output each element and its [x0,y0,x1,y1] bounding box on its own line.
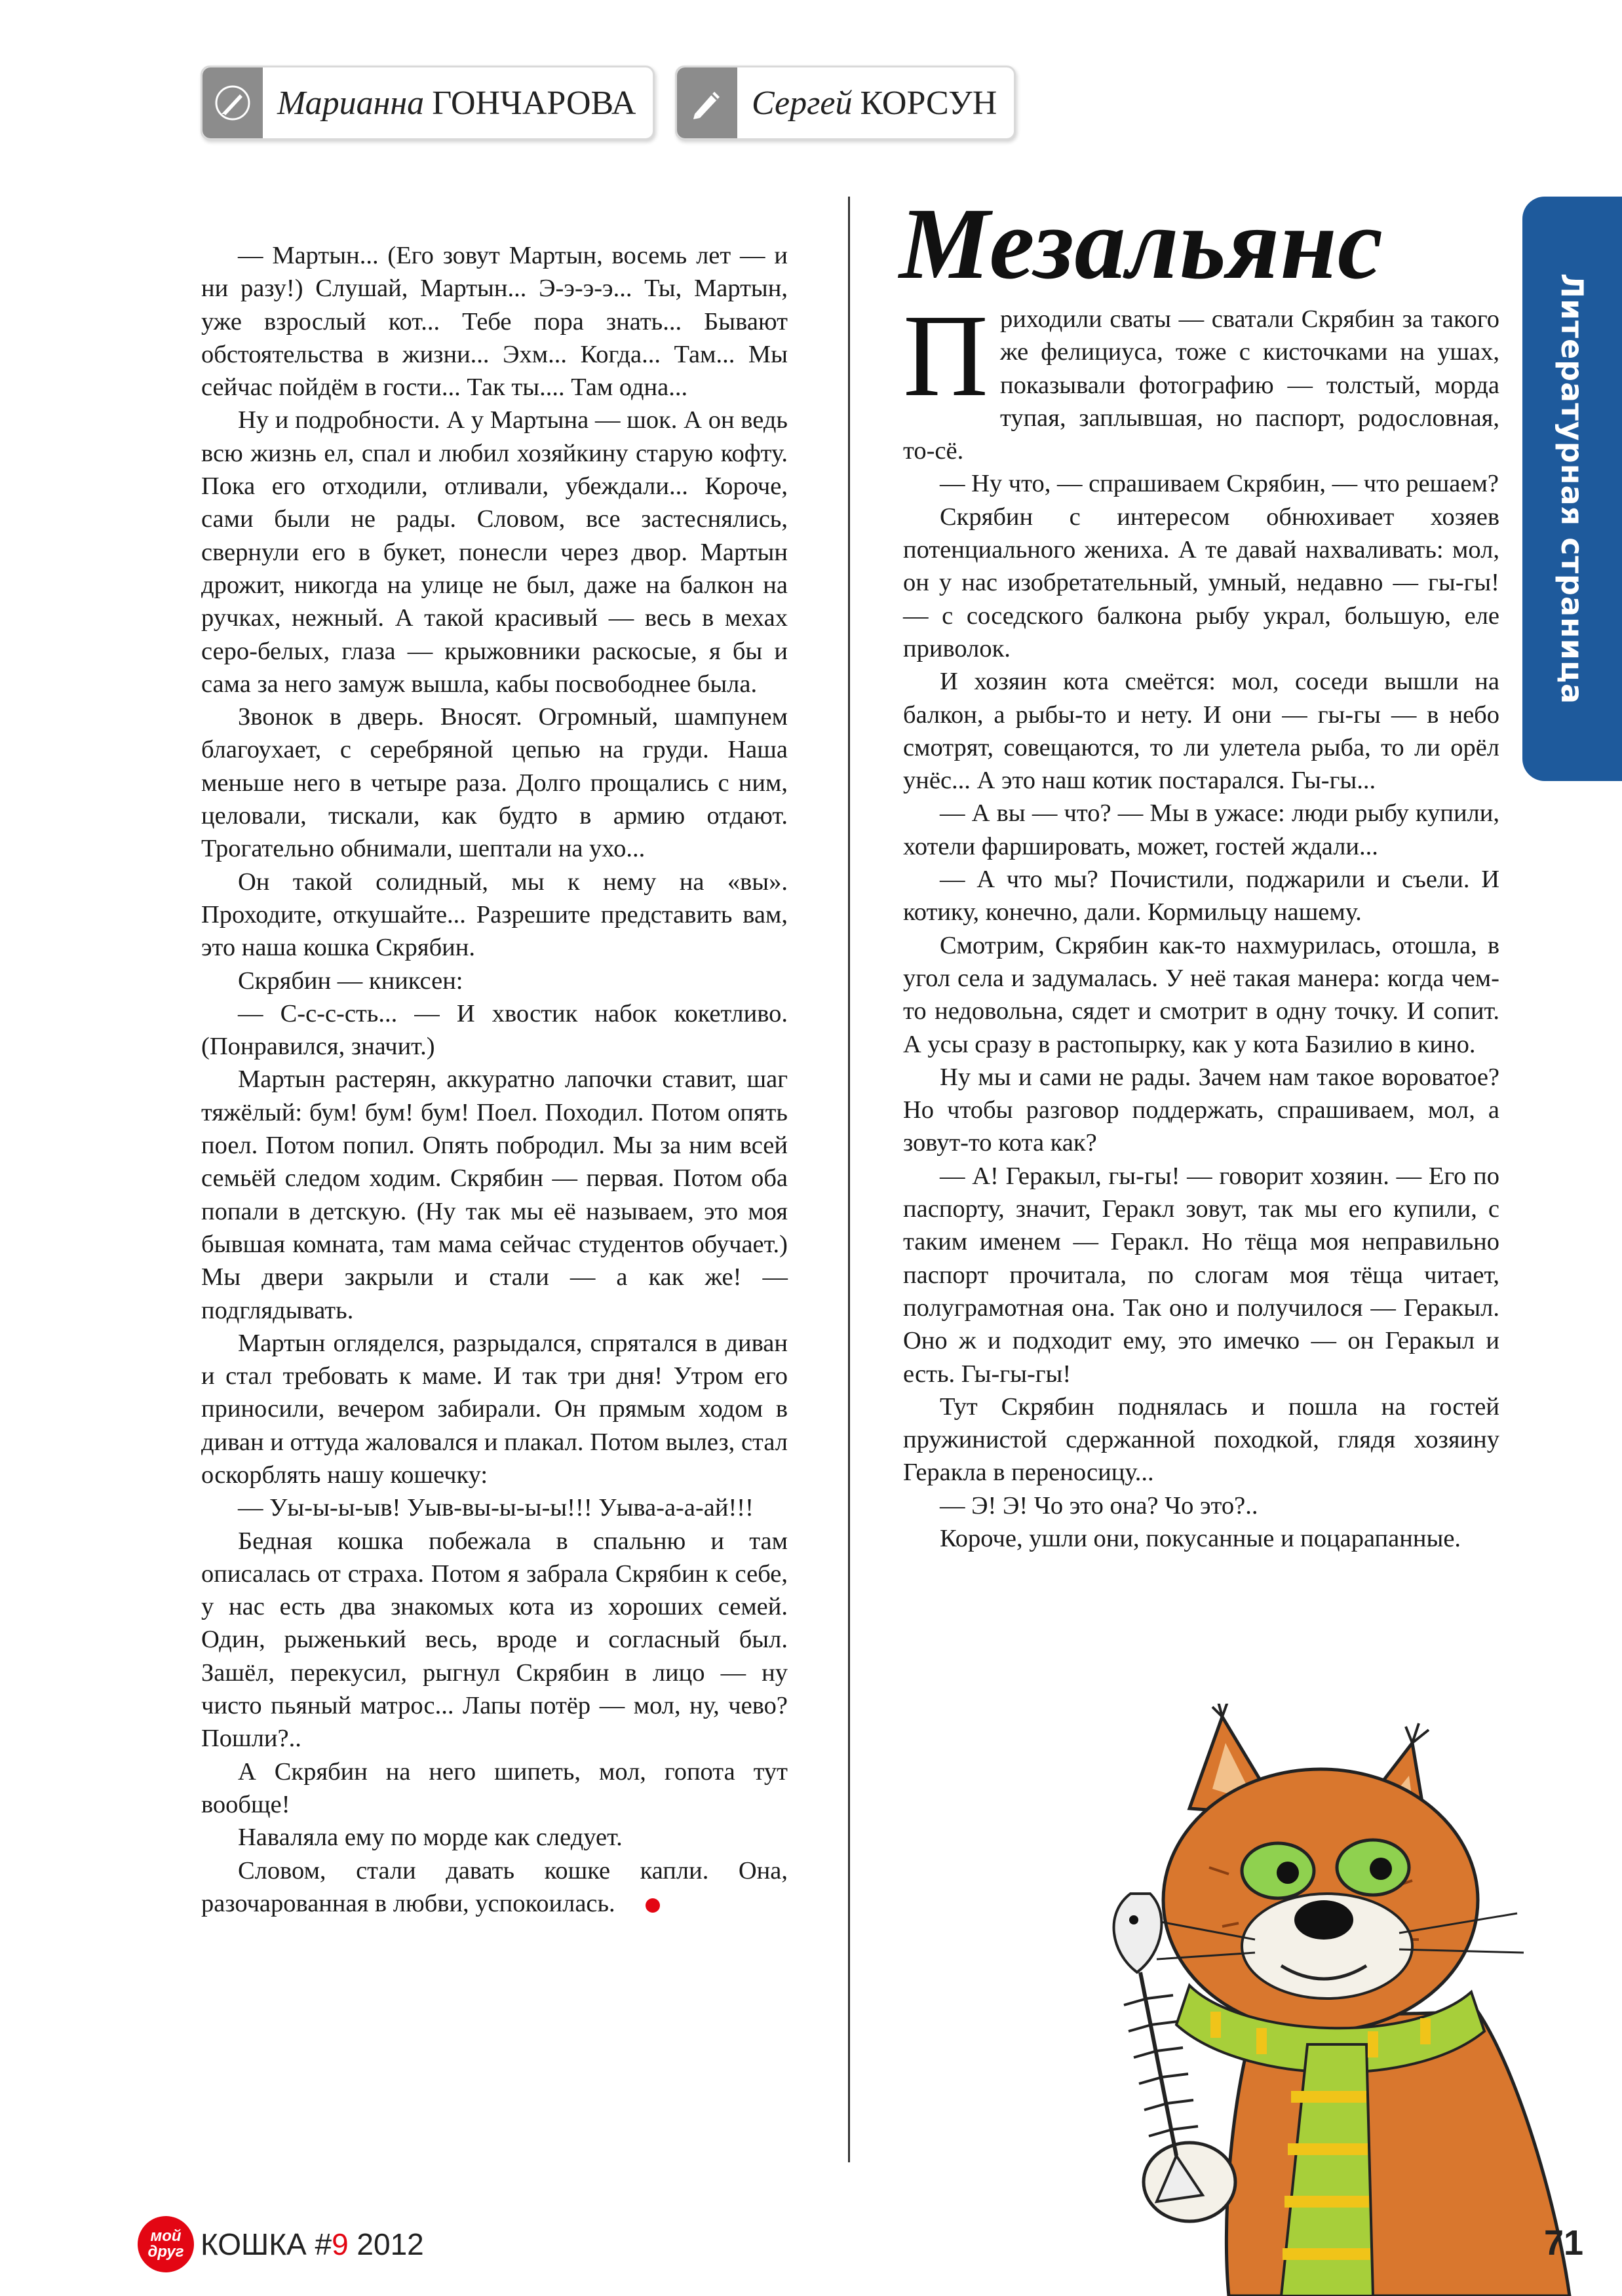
paragraph: Ну и подробности. А у Мартына — шок. А он ведь всю жизнь ел, спал и любил хозяйкину старую кофту. Пока его отходили, отливали, убеждали... Короче, сами были не рады. Словом, все застеснялись, свернули его в букет, понесли через двор. Мартын дрожит, никогда на улице не был, даже на балкон на ручках, нежный. А такой красивый — весь в мехах серо-белых, глаза — крыжовники раскосые, я бы и сама за него замуж вышла, кабы посвободнее была. [201,406,788,698]
section-tab [1522,197,1622,781]
last-paragraph [201,1854,788,1921]
paragraph: — А вы — что? — Мы в ужасе: люди рыбу купили, хотели фаршировать, может, гостей ждали... [903,799,1499,860]
paragraph: Мартын огляделся, разрыдался, спрятался в диван и стал требовать к маме. И так три дня! Утром его приносили, вечером забирали. Он прямым ходом в диван и оттуда жаловался и плакал. Потом вылез, стал оскорблять нашу кошечку: [201,1329,788,1489]
story-right-column [903,290,1499,1555]
paragraph-text: риходили сваты — сватали Скрябин за такого же фелициуса, тоже с кисточками на ушах, показывали фотографию — толстый, морда тупая, заплывшая, но паспорт, родословная, то-сё. [903,305,1499,465]
magazine-footer [138,2216,424,2272]
paragraph: — Уы-ы-ы-ыв! Уыв-вы-ы-ы-ы!!! Уыва-а-а-ай!!! [238,1494,754,1522]
cat-with-fish-illustration [914,1704,1622,2296]
paragraph: Ну мы и сами не рады. Зачем нам такое вороватое? Но чтобы разговор поддержать, спрашиваем, мол, а зовут-то кота как? [903,1063,1499,1157]
issue-number: 9 [332,2227,349,2261]
pencil-icon [677,67,737,138]
logo-bottom-text: друг [147,2243,184,2261]
paragraph: Тут Скрябин поднялась и пошла на гостей пружинистой сдержанной походкой, глядя хозяину Геракла в переносицу... [903,1392,1499,1487]
article-title: Мезальянс [899,187,1384,300]
end-of-story-dot-icon [646,1898,660,1913]
pen-icon [203,67,263,138]
paragraph: — Ну что, — спрашиваем Скрябин, — что решаем? [940,470,1499,498]
illustrator-badge [675,66,1016,140]
author-badge [201,66,655,140]
paragraph: — С-с-с-сть... — И хвостик набок кокетливо. (Понравился, значит.) [201,999,788,1061]
opening-paragraph [903,290,1499,467]
story-left-column [201,239,788,1920]
paragraph: — А что мы? Почистили, поджарили и съели. И котику, конечно, дали. Кормильцу нашему. [903,866,1499,927]
issue-year: 2012 [348,2227,424,2261]
paragraph: И хозяин кота смеётся: мол, соседи вышли на балкон, а рыбы-то и нету. И они — гы-гы — в небо смотрят, совещаются, то ли улетела рыба, то ли орёл унёс... А это наш котик постарался. Гы-гы... [903,668,1499,795]
section-tab-label: Литературная страница [1554,273,1590,705]
paragraph: Скрябин — книксен: [238,966,463,995]
author-first-name: Марианна [277,84,425,122]
magazine-name: КОШКА # [201,2227,332,2261]
illustrator-first-name: Сергей [752,84,853,122]
logo-top-text: мой [150,2227,182,2245]
paragraph: А Скрябин на него шипеть, мол, гопота тут вообще! [201,1757,788,1818]
author-name [263,67,653,138]
paragraph: Смотрим, Скрябин как-то нахмурилась, отошла, в угол села и задумалась. У неё такая манера: когда чем-то недовольна, сядет и смотрит в одну точку. И сопит. А усы сразу в растопырку, как у кота Базилио в кино. [903,931,1499,1058]
column-divider [848,197,850,2162]
paragraph-text: Словом, стали давать кошке капли. Она, разочарованная в любви, успокоилась. [201,1856,788,1917]
paragraph: Мартын растерян, аккуратно лапочки ставит, шаг тяжёлый: бум! бум! бум! Поел. Походил. Потом опять поел. Потом попил. Опять побродил. Мы за ним всей семьёй следом ходим. Скрябин — первая. Потом оба попали в детскую. (Ну так мы её называем, это моя бывшая комната, там мама сейчас студентов обучает.) Мы двери закрыли и стали — а как же! — подглядывать. [201,1065,788,1324]
paragraph: Звонок в дверь. Вносят. Огромный, шампунем благоухает, с серебряной цепью на груди. Наша меньше него в четыре раза. Долго прощались с ним, целовали, тискали, как будто в армию отдают. Трогательно обнимали, шептали на ухо... [201,703,788,863]
drop-cap: П [903,290,988,421]
page-number: 71 [1544,2223,1584,2263]
paragraph: Скрябин с интересом обнюхивает хозяев потенциального жениха. А те давай нахваливать: мол, он у нас изобретательный, умный, недавно — гы-гы! — с соседского балкона рыбу украл, большую, еле приволок. [903,503,1499,662]
paragraph: — Э! Э! Чо это она? Чо это?.. [940,1491,1258,1520]
paragraph: Он такой солидный, мы к нему на «вы». Проходите, откушайте... Разрешите представить вам, это наша кошка Скрябин. [201,868,788,962]
illustrator-last-name: КОРСУН [860,84,997,122]
paragraph: — А! Геракыл, гы-гы! — говорит хозяин. — Его по паспорту, значит, Геракл зовут, так мы его купили, с таким именем — Геракл. Но тёща моя неправильно паспорт прочитала, по слогам моя тёща читает, полуграмотная она. Так оно и получилося — Геракыл. Оно ж и подходит ему, это имечко — он Геракыл и есть. Гы-гы-гы! [903,1162,1499,1388]
illustrator-name [737,67,1014,138]
magazine-logo [138,2216,194,2272]
paragraph: Короче, ушли они, покусанные и поцарапанные. [940,1524,1461,1552]
magazine-issue [201,2227,424,2262]
paragraph: — Мартын... (Его зовут Мартын, восемь лет — и ни разу!) Слушай, Мартын... Э-э-э-э... Ты, Мартын, уже взрослый кот... Тебе пора знать... Бывают обстоятельства в жизни... Эхм... Когда... Там... Мы сейчас пойдём в гости... Так ты.... Там одна... [201,242,788,402]
author-last-name: ГОНЧАРОВА [432,84,636,122]
paragraph: Наваляла ему по морде как следует. [238,1824,623,1852]
paragraph: Бедная кошка побежала в спальню и там описалась от страха. Потом я забрала Скрябин к себе, у нас есть два знакомых кота из хороших семей. Один, рыженький весь, вроде и согласный был. Зашёл, перекусил, рыгнул Скрябин в лицо — ну чисто пьяный матрос... Лапы потёр — мол, ну, чево? Пошли?.. [201,1527,788,1753]
